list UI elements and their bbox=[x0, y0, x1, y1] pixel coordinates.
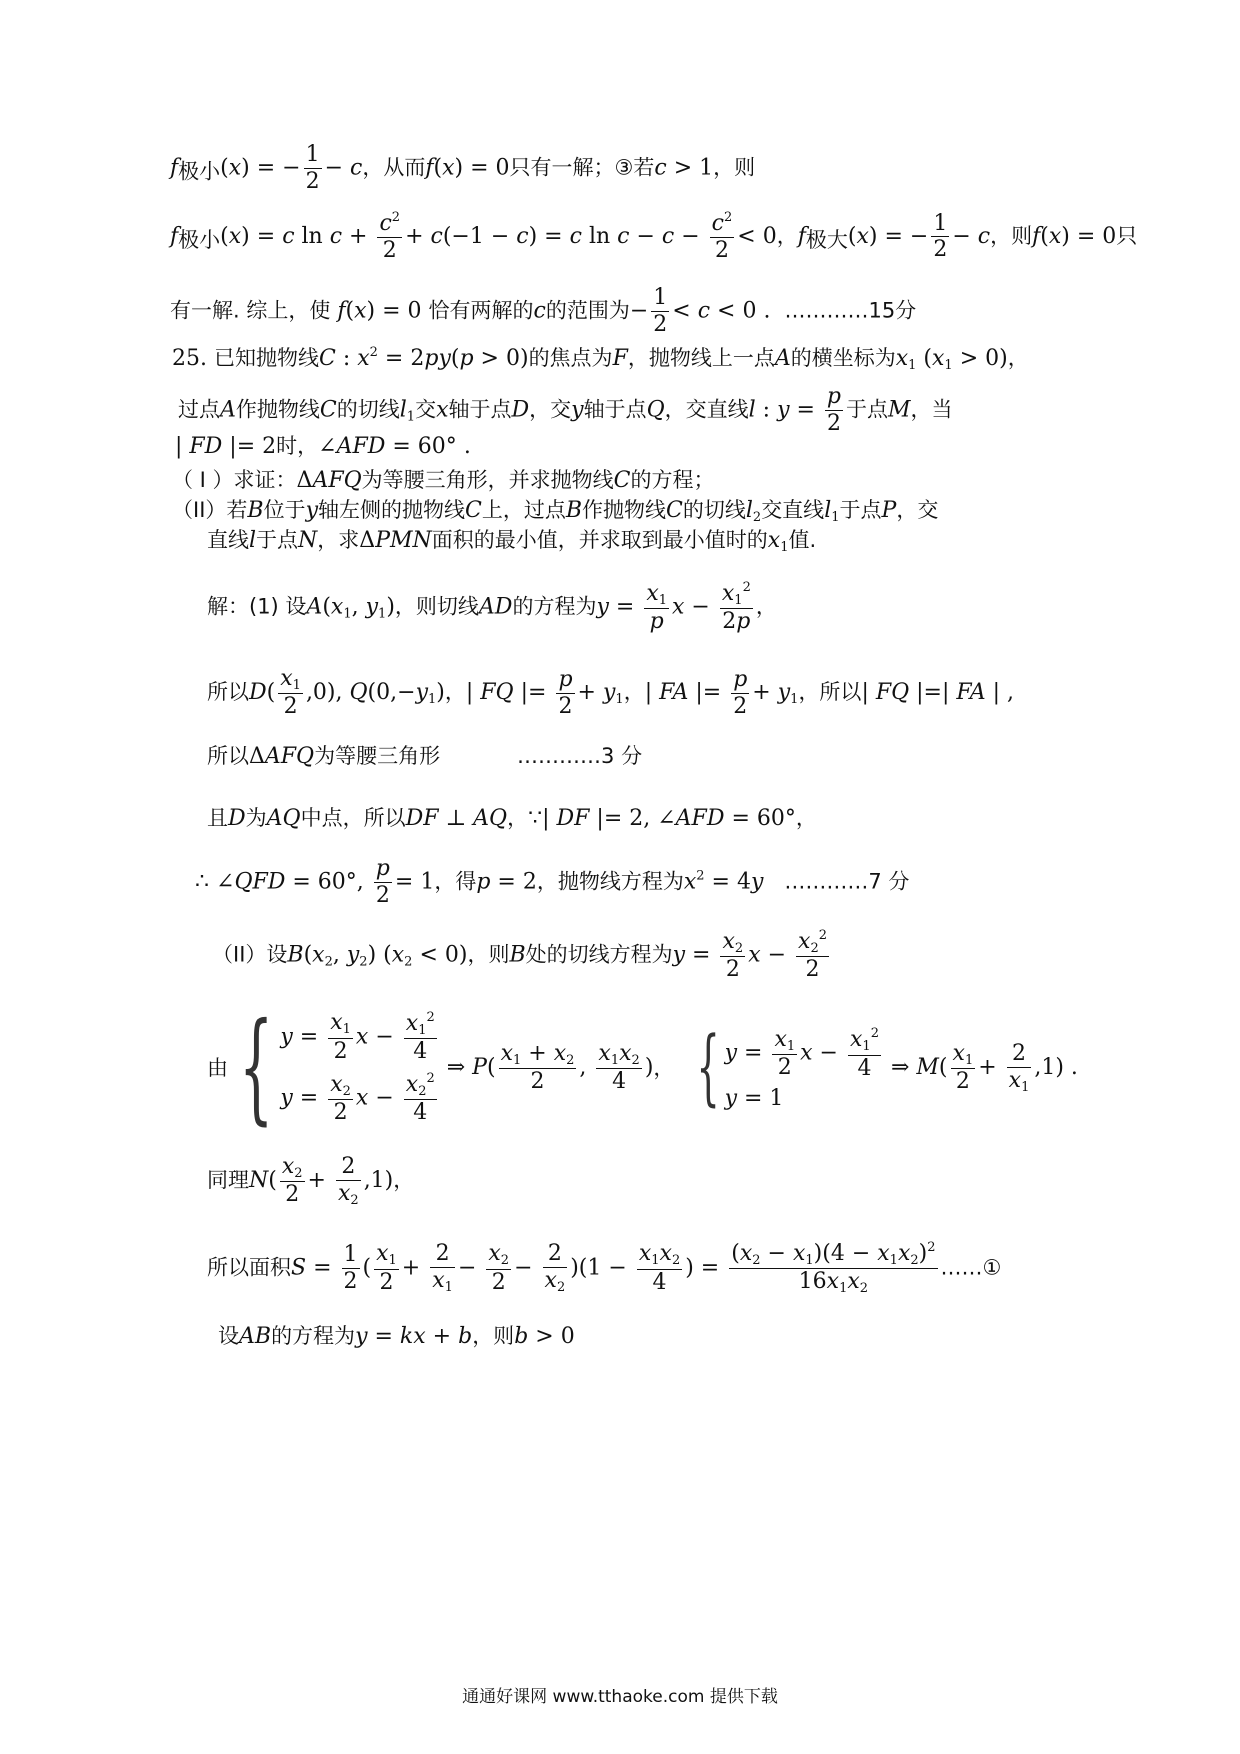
text: 面积的最小值，并求取到最小值时的 bbox=[431, 528, 768, 552]
question-25-line-1: 25. 已知抛物线C : $x^2 = 2py(p > 0)$的焦点为F，抛物线上一点A的横坐标为$x_1$ $(x_1 > 0)$， bbox=[172, 345, 1029, 373]
text: （II）设 bbox=[212, 942, 288, 967]
text: ，得 bbox=[434, 869, 477, 894]
text: 的方程为 bbox=[512, 594, 597, 619]
text: 为等腰三角形，并求抛物线 bbox=[361, 468, 614, 492]
text: 所以面积 bbox=[207, 1255, 291, 1280]
text: 轴于点 bbox=[448, 397, 512, 422]
text: 设 bbox=[218, 1324, 239, 1348]
text: 已知抛物线 bbox=[213, 346, 319, 370]
text: 上，过点 bbox=[481, 498, 566, 522]
solution-step-10: 设AB的方程为y = kx + b，则b > 0 bbox=[218, 1324, 575, 1349]
text: 处的切线方程为 bbox=[525, 942, 673, 967]
text: ， bbox=[755, 594, 777, 619]
text: 轴左侧的抛物线 bbox=[318, 498, 465, 522]
question-25-line-2: 过点A作抛物线C的切线$l_1$交x轴于点D，交y轴于点Q，交直线l : y = $\frac{p}{2}$ 于点M，当 bbox=[178, 384, 953, 436]
text: ，交 bbox=[896, 498, 939, 522]
text: 的切线 bbox=[682, 498, 746, 522]
text: 交 bbox=[415, 397, 437, 422]
text: 轴于点 bbox=[583, 397, 647, 422]
text: ，抛物线方程为 bbox=[536, 869, 684, 894]
text: 解：(1) 设 bbox=[207, 594, 307, 619]
text: ，抛物线上一点 bbox=[627, 346, 775, 370]
text: 只 bbox=[1116, 223, 1138, 248]
text: 的切线 bbox=[336, 397, 400, 422]
text: 位于 bbox=[263, 498, 306, 522]
solution-step-3: 所以ΔAFQ为等腰三角形 …………3 分 bbox=[207, 744, 643, 769]
text: ， bbox=[776, 223, 798, 248]
text: ，则 bbox=[472, 1324, 515, 1348]
score-marker: ……① bbox=[940, 1255, 1002, 1280]
text: ，求 bbox=[317, 528, 360, 552]
text: ，所以 bbox=[798, 680, 862, 705]
text: 值. bbox=[788, 528, 817, 552]
text: ， bbox=[623, 680, 645, 705]
text: ，交直线 bbox=[664, 397, 749, 422]
part-1: （ I ）求证：ΔAFQ为等腰三角形，并求抛物线C的方程； bbox=[172, 468, 715, 493]
text: ， bbox=[795, 806, 817, 830]
text: 于点 bbox=[839, 498, 882, 522]
score-marker: …………7 分 bbox=[784, 869, 910, 894]
text: 于点 bbox=[256, 528, 299, 552]
solution-step-4: 且D为AQ中点，所以DF ⊥ AQ，∵| DF |= 2, ∠AFD = 60°， bbox=[207, 806, 817, 831]
solution-step-7: 由 { y = $\frac{x_1}{2}$ x − $\frac{x_1^2}{4}$ y = $\frac{x_2}{2}$ x − $\frac{x_2^2}{4}$ ⇒ P( $\frac{x_1 + x_2}{2}$ , $\frac{x_1x_2}{4}$ ) ， { y = $\frac{x_1}{2}$ x − $\frac{x_1^2}{4}$ y = 1 ⇒ M( $\frac{x_1}{2}$ + $\frac{2}{x_1}$ ,1) . bbox=[207, 998, 1078, 1137]
text: 的方程为 bbox=[271, 1324, 356, 1348]
text: 为等腰三角形 bbox=[314, 744, 441, 768]
text: ，当 bbox=[910, 397, 953, 422]
text: . bbox=[463, 434, 471, 459]
text: 的焦点为 bbox=[528, 346, 613, 370]
score-marker: …………15分 bbox=[784, 298, 917, 323]
text: 且 bbox=[207, 806, 228, 830]
solution-step-8: 同理N( $\frac{x_2}{2}$ + $\frac{2}{x_2}$ ,1)， bbox=[207, 1154, 415, 1208]
solution-step-9: 所以面积S = $\frac{1}{2}$ ( $\frac{x_1}{2}$ + $\frac{2}{x_1}$ − $\frac{x_2}{2}$ − $\frac{2}{x_2}$ )(1 − $\frac{x_1x_2}{4}$ ) = $\frac{(x_2 - x_1)(4 - x_1x_2)^2}{16x_1x_2}$ ……① bbox=[207, 1240, 1002, 1297]
text: 的范围为 bbox=[545, 298, 630, 323]
text: 由 bbox=[207, 1055, 228, 1080]
text: 中点，所以 bbox=[300, 806, 406, 830]
text: 交直线 bbox=[761, 498, 825, 522]
text: 过点 bbox=[178, 397, 220, 422]
text: ，则 bbox=[713, 155, 756, 180]
text: 时， bbox=[276, 434, 319, 458]
solution-line-1: $f_{极小}(x)$ = − $\frac{1}{2}$ − c，从而f(x) = 0只有一解；③若c > 1，则 bbox=[170, 142, 756, 194]
text: ，从而 bbox=[362, 155, 426, 180]
text: 恰有两解的 bbox=[428, 298, 534, 323]
solution-step-6: （II）设$B(x_2$, $y_2$) $(x_2 < 0)$，则B处的切线方程为y = $\frac{x_2}{2}$ x − $\frac{x_2^2}{2}$ bbox=[212, 928, 828, 983]
score-marker: …………3 分 bbox=[517, 744, 643, 768]
solution-line-3: 有一解. 综上，使 f(x) = 0 恰有两解的c的范围为− $\frac{1}{2}$ < c < 0 . …………15分 bbox=[170, 285, 917, 337]
text: ， bbox=[507, 806, 529, 830]
text: 只有一解；③若 bbox=[509, 155, 655, 180]
text: ，则 bbox=[467, 942, 510, 967]
text: 所以 bbox=[207, 680, 249, 705]
question-25-line-3: | FD |= 2时，∠AFD = 60° . bbox=[175, 434, 471, 459]
question-number: 25. bbox=[172, 346, 214, 371]
text: 作抛物线 bbox=[235, 397, 320, 422]
page-footer: 通通好课网 www.tthaoke.com 提供下载 bbox=[462, 1687, 778, 1707]
text: ， bbox=[1007, 346, 1029, 370]
text: ，交 bbox=[529, 397, 572, 422]
text: 于点 bbox=[846, 397, 889, 422]
part-2: （II）若B位于y轴左侧的抛物线C上，过点B作抛物线C的切线$l_2$交直线$l_1$于点P，交 bbox=[172, 498, 939, 525]
text: ， bbox=[444, 680, 466, 705]
solution-step-1: 解：(1) 设$A(x_1$, $y_1$)，则切线AD的方程为y = $\frac{x_1}{p}$ x − $\frac{x_1^2}{2p}$ ， bbox=[207, 580, 777, 635]
text: 有一解. 综上，使 bbox=[170, 298, 331, 323]
text: 所以 bbox=[207, 744, 249, 768]
text: 为 bbox=[245, 806, 267, 830]
solution-step-2: 所以D( $\frac{x_1}{2}$ ,0), $Q(0,-y_1)$，| FQ |= $\frac{p}{2}$ + $y_1$，| FA |= $\frac{p}{2}$ + $y_1$，所以| FQ |=| FA | , bbox=[207, 666, 1015, 720]
part-label: （II）若 bbox=[172, 498, 248, 522]
text: 作抛物线 bbox=[582, 498, 667, 522]
part-2-line-2: 直线l于点N，求ΔPMN面积的最小值，并求取到最小值时的$x_1$值. bbox=[207, 528, 817, 555]
solution-line-2: $f_{极小}(x) = c$ ln c + $\frac{c^2}{2}$ + c(−1 − c) = c ln c − c − $\frac{c^2}{2}$ < 0，$f_{极大}(x)$ = − $\frac{1}{2}$ − c，则f(x) = 0只 bbox=[170, 210, 1138, 263]
solution-step-5: ∴ ∠QFD = 60°, $\frac{p}{2}$ = 1，得p = 2，抛物线方程为$x^2 = 4y$ …………7 分 bbox=[195, 856, 910, 908]
text: 的横坐标为 bbox=[790, 346, 896, 370]
text: ，则切线 bbox=[394, 594, 479, 619]
text: ， bbox=[653, 1055, 675, 1080]
text: ， bbox=[393, 1168, 415, 1193]
text: ，则 bbox=[990, 223, 1033, 248]
text: 同理 bbox=[207, 1168, 249, 1193]
text: 直线 bbox=[207, 528, 249, 552]
part-label: （ I ）求证： bbox=[172, 468, 297, 492]
text: 的方程； bbox=[630, 468, 715, 492]
